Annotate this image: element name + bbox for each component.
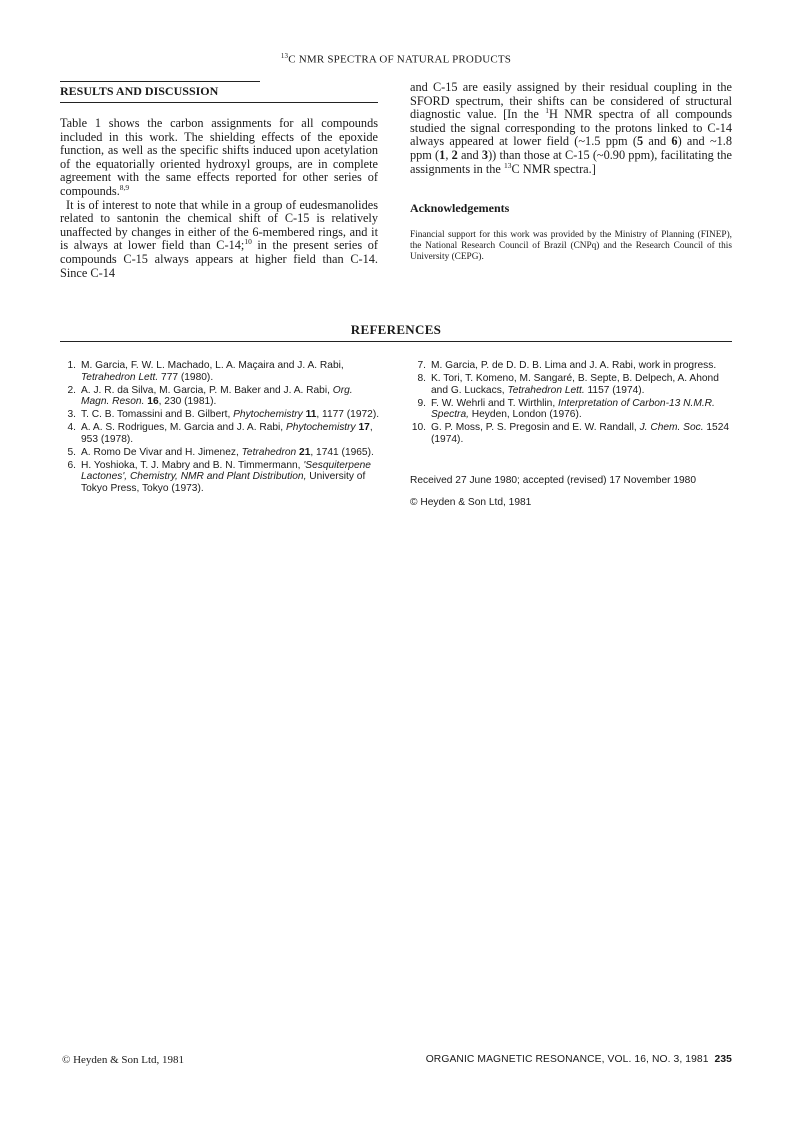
received-dates: Received 27 June 1980; accepted (revised) 17 November 1980 (410, 475, 696, 486)
reference-text: G. P. Moss, P. S. Pregosin and E. W. Randall, J. Chem. Soc. 1524 (1974). (431, 422, 730, 445)
rp-b: H NMR spectra of all compounds studied the signal corresponding to the protons linked to C-14 always appeared at lower field (~1.5 ppm ( (410, 107, 732, 149)
reference-item (60, 447, 382, 459)
reference-item (60, 422, 382, 445)
copyright-notice: © Heyden & Son Ltd, 1981 (410, 497, 532, 508)
reference-item (410, 360, 732, 372)
rp-b2: 6 (671, 134, 678, 149)
reference-number: 1. (67, 360, 76, 371)
page-number: 235 (714, 1054, 732, 1065)
reference-text: M. Garcia, F. W. L. Machado, L. A. Maçaira and J. A. Rabi, Tetrahedron Lett. 777 (1980). (81, 360, 344, 383)
results-p1-sup: 8,9 (119, 182, 130, 192)
rp-c: ) and ~1.8 ppm ( (410, 134, 732, 162)
reference-number: 8. (417, 373, 426, 385)
rp-sup1: 1 (545, 106, 549, 116)
reference-text: A. A. S. Rodrigues, M. Garcia and J. A. Rabi, Phytochemistry 17, 953 (1978). (81, 422, 373, 445)
left-column (60, 81, 378, 280)
rp-comma: , (445, 147, 452, 162)
footer-copyright: © Heyden & Son Ltd, 1981 (62, 1054, 185, 1066)
reference-number: 5. (67, 446, 76, 458)
reference-text: A. Romo De Vivar and H. Jimenez, Tetrahedron 21, 1741 (1965). (81, 446, 374, 458)
references-right-column (410, 360, 732, 447)
results-p1-text: Table 1 shows the carbon assignments for all compounds included in this work. The shielding effects of the epoxide function, as well as the specific shifts induced upon acetylation of the equatorially oriented hydroxyl groups, are in complete agreement with the same effects reported for other series of compounds. (60, 116, 378, 198)
results-p2a-text: It is of interest to note that while in a group of eudesmanolides related to santonin the chemical shift of C-15 is relatively unaffected by changes in either of the 6-membered rings, and it is always at lower field than C-14; (60, 197, 378, 253)
results-paragraph-2 (60, 199, 378, 281)
reference-text: F. W. Wehrli and T. Wirthlin, Interpretation of Carbon-13 N.M.R. Spectra, Heyden, London (1976). (431, 397, 715, 421)
reference-number: 6. (67, 459, 76, 471)
reference-number: 10. (411, 422, 426, 434)
rp-b5: 3 (481, 147, 489, 162)
acknowledgements-title: Acknowledgements (410, 201, 510, 216)
reference-text: T. C. B. Tomassini and B. Gilbert, Phytochemistry 11, 1177 (1972). (81, 409, 380, 421)
reference-item (60, 460, 382, 495)
results-right-paragraph (410, 81, 732, 176)
reference-item (410, 422, 732, 445)
right-column (410, 81, 732, 263)
reference-item (60, 385, 382, 408)
reference-item (60, 409, 382, 421)
results-title: RESULTS AND DISCUSSION (60, 81, 260, 103)
reference-number: 3. (67, 409, 76, 421)
references-left-column (60, 360, 382, 496)
running-head-text: C NMR SPECTRA OF NATURAL PRODUCTS (288, 53, 512, 66)
rp-a: and C-15 are easily assigned by their residual coupling in the SFORD spectrum, their shifts can be considered of structural diagnostic value. [In the (410, 80, 732, 122)
rp-and2: and (457, 147, 482, 162)
reference-text: K. Tori, T. Komeno, M. Sangaré, B. Septe, B. Delpech, A. Ahond and G. Luckacs, Tetrahedron Lett. 1157 (1974). (431, 373, 719, 396)
footer-journal (426, 1054, 732, 1065)
references-rule (60, 341, 732, 342)
reference-number: 4. (67, 422, 76, 434)
rp-d: )) than those at C-15 (~0.90 ppm), facilitating the assignments in the (410, 147, 733, 176)
reference-text: A. J. R. da Silva, M. Garcia, P. M. Baker and J. A. Rabi, Org. Magn. Reson. 16, 230 (1981). (81, 384, 353, 408)
rp-b4: 2 (451, 147, 458, 162)
reference-text: M. Garcia, P. de D. D. B. Lima and J. A. Rabi, work in progress. (431, 360, 717, 371)
references-title: REFERENCES (350, 322, 442, 337)
rp-sup2: 13 (503, 160, 512, 170)
reference-number: 9. (417, 397, 426, 409)
references-header (60, 322, 732, 342)
rp-b1: 5 (636, 134, 644, 149)
reference-number: 7. (417, 360, 426, 371)
reference-item (410, 373, 732, 396)
rp-b3: 1 (439, 147, 446, 162)
footer-journal-text: ORGANIC MAGNETIC RESONANCE, VOL. 16, NO. 3, 1981 (425, 1054, 709, 1065)
reference-item (60, 360, 382, 383)
rp-e: C NMR spectra.] (511, 161, 596, 176)
acknowledgements-text: Financial support for this work was provided by the Ministry of Planning (FINEP), the National Research Council of Brazil (CNPq) and the Research Council of this University (CEPG). (410, 230, 732, 263)
results-p2-sup: 10 (244, 237, 252, 247)
results-paragraph-1 (60, 117, 378, 199)
rp-and1: and (643, 134, 672, 149)
reference-item (410, 398, 732, 421)
running-head (0, 52, 792, 66)
reference-text: H. Yoshioka, T. J. Mabry and B. N. Timmermann, 'Sesquiterpene Lactones', Chemistry, NMR and Plant Distribution, University of Tokyo Press, Tokyo (1973). (81, 459, 371, 494)
running-head-sup: 13 (280, 52, 289, 60)
results-p2b-text: in the present series of compounds C-15 always appears at higher field than C-14. Since C-14 (60, 238, 378, 280)
reference-number: 2. (67, 384, 76, 396)
